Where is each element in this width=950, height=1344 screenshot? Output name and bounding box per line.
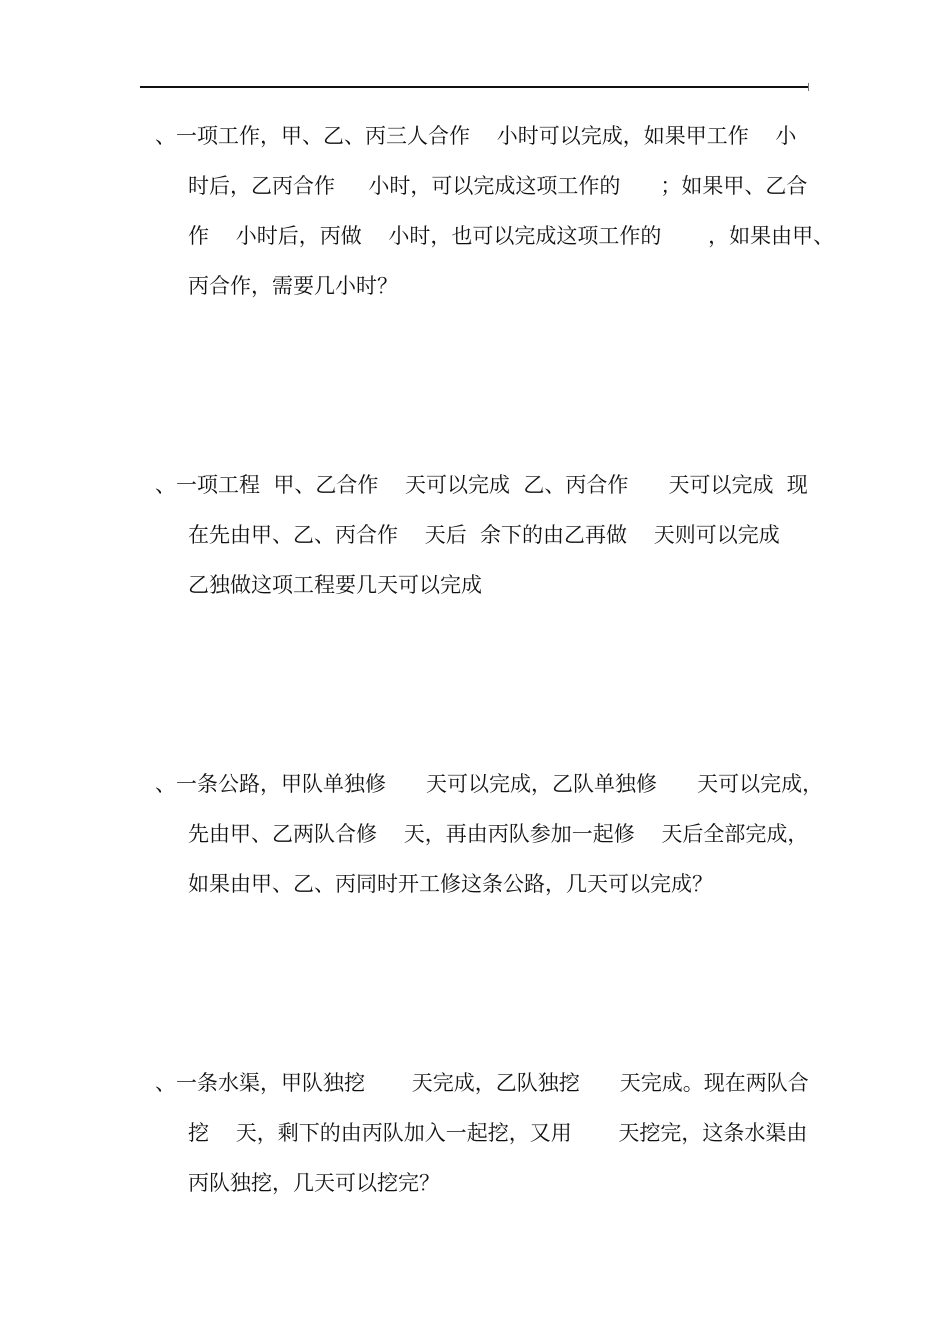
problem-line: 时后，乙丙合作 小时，可以完成这项工作的 ；如果甲、乙合 xyxy=(188,174,808,198)
problem-line: 挖 天，剩下的由丙队加入一起挖，又用 天挖完，这条水渠由 xyxy=(188,1121,808,1145)
header-rule xyxy=(140,86,808,88)
problem-line: 、一条水渠，甲队独挖 天完成，乙队独挖 天完成。现在两队合 xyxy=(155,1071,809,1095)
problem-line: 丙合作，需要几小时？ xyxy=(188,274,398,298)
problem-line: 、一项工作，甲、乙、丙三人合作 小时可以完成，如果甲工作 小 xyxy=(155,124,797,148)
problem-line: 丙队独挖，几天可以挖完？ xyxy=(188,1171,440,1195)
problem-line: 在先由甲、乙、丙合作 天后 余下的由乙再做 天则可以完成 xyxy=(188,523,780,547)
header-rule-tick xyxy=(808,83,809,91)
problem-line: 乙独做这项工程要几天可以完成 xyxy=(188,573,482,597)
problem-line: 先由甲、乙两队合修 天，再由丙队参加一起修 天后全部完成， xyxy=(188,822,809,846)
problem-line: 、一条公路，甲队单独修 天可以完成，乙队单独修 天可以完成， xyxy=(155,772,824,796)
problem-line: 、一项工程 甲、乙合作 天可以完成 乙、丙合作 天可以完成 现 xyxy=(155,473,808,497)
problem-line: 作 小时后，丙做 小时，也可以完成这项工作的 ，如果由甲、 xyxy=(188,224,835,248)
problem-line: 如果由甲、乙、丙同时开工修这条公路，几天可以完成？ xyxy=(188,872,713,896)
